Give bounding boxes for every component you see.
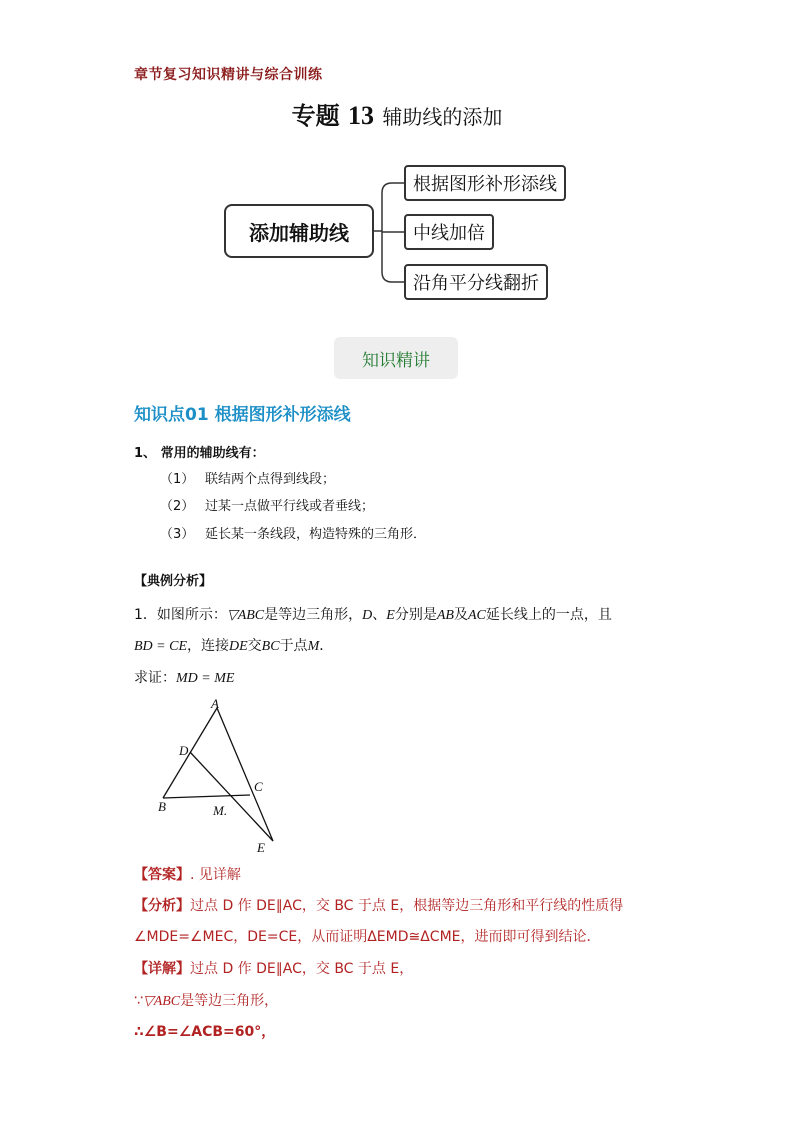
list-item-number-2: （2） — [160, 499, 195, 514]
example-heading: 【典例分析】 — [134, 574, 213, 589]
analysis-line-1 — [134, 895, 623, 915]
segment-ac: AC — [467, 608, 486, 623]
detail-line-2 — [134, 990, 278, 1010]
prove-line — [134, 667, 234, 687]
label-c: C — [254, 779, 263, 794]
label-m: M. — [213, 803, 228, 818]
question-text: ，连接 — [187, 638, 229, 654]
point-d: D — [362, 608, 373, 623]
analysis-tag: 【分析】 — [134, 898, 190, 914]
list-item-number-3: （3） — [160, 527, 195, 542]
question-line-1 — [134, 604, 612, 624]
answer-text: . 见详解 — [190, 867, 241, 883]
label-d: D — [179, 743, 189, 758]
detail-line-1 — [134, 958, 413, 978]
question-text: 分别是 — [394, 607, 437, 623]
question-text: 是等边三角形， — [264, 607, 363, 623]
question-sep: 、 — [372, 607, 387, 623]
analysis-text-1: 过点 D 作 DE∥AC，交 BC 于点 E，根据等边三角形和平行线的性质得 — [190, 898, 624, 914]
answer-line — [134, 864, 241, 884]
detail-line-3: ∴∠B=∠ACB=60°， — [134, 1024, 276, 1040]
title-subtitle: 辅助线的添加 — [382, 105, 503, 129]
label-e: E — [257, 840, 265, 855]
answer-tag: 【答案】 — [134, 867, 190, 883]
because-symbol: ∵ — [134, 993, 143, 1009]
section-badge: 知识精讲 — [334, 337, 458, 379]
point-e: E — [386, 608, 395, 623]
prove-equation: MD = ME — [176, 671, 235, 686]
title-number: 13 — [348, 101, 374, 130]
segment-de: DE — [229, 639, 248, 654]
segment-ab: AB — [436, 608, 454, 623]
mindmap-branch-2: 中线加倍 — [404, 214, 494, 250]
equation-bd-ce: BD = CE — [134, 639, 187, 654]
list-item-text-3: 延长某一条线段，构造特殊的三角形． — [205, 527, 427, 542]
question-text: 交 — [247, 638, 262, 654]
question-line-2 — [134, 635, 333, 655]
triangle-abc: ▽ABC — [142, 994, 181, 1009]
list-item-text-2: 过某一点做平行线或者垂线； — [205, 499, 375, 514]
list-item-number-1: （1） — [160, 472, 195, 487]
question-text: 及 — [453, 607, 468, 623]
label-b: B — [158, 799, 166, 814]
mindmap-root: 添加辅助线 — [224, 204, 374, 258]
mindmap-branch-3: 沿角平分线翻折 — [404, 264, 548, 300]
prove-label: 求证： — [134, 670, 176, 686]
question-text: 于点 — [279, 638, 308, 654]
detail-text-2: 是等边三角形， — [180, 993, 279, 1009]
mindmap-branch-1: 根据图形补形添线 — [404, 165, 566, 201]
point-m: M — [307, 639, 320, 654]
mindmap-connectors — [0, 0, 794, 320]
question-prefix: 1．如图所示： — [134, 607, 227, 623]
question-text: 延长线上的一点，且 — [485, 607, 612, 623]
segment-a-e — [217, 708, 273, 841]
detail-text-1: 过点 D 作 DE∥AC，交 BC 于点 E， — [190, 961, 414, 977]
analysis-line-2: ∠MDE=∠MEC，DE=CE，从而证明ΔEMD≅ΔCME，进而即可得到结论． — [134, 929, 601, 945]
segment-b-c — [163, 795, 250, 798]
header-tag: 章节复习知识精讲与综合训练 — [134, 67, 323, 83]
segment-bc: BC — [261, 639, 280, 654]
list-item-text-1: 联结两个点得到线段； — [205, 472, 336, 487]
label-a: A — [211, 696, 219, 711]
triangle-abc: ▽ABC — [226, 608, 265, 623]
knowledge-point-title: 知识点01 根据图形补形添线 — [134, 405, 351, 425]
detail-tag: 【详解】 — [134, 961, 190, 977]
geometry-figure — [140, 695, 300, 860]
title-prefix: 专题 — [291, 102, 340, 130]
question-end: ． — [319, 638, 334, 654]
common-lines-intro: 1、 常用的辅助线有： — [134, 446, 265, 461]
segment-a-b — [163, 708, 217, 798]
